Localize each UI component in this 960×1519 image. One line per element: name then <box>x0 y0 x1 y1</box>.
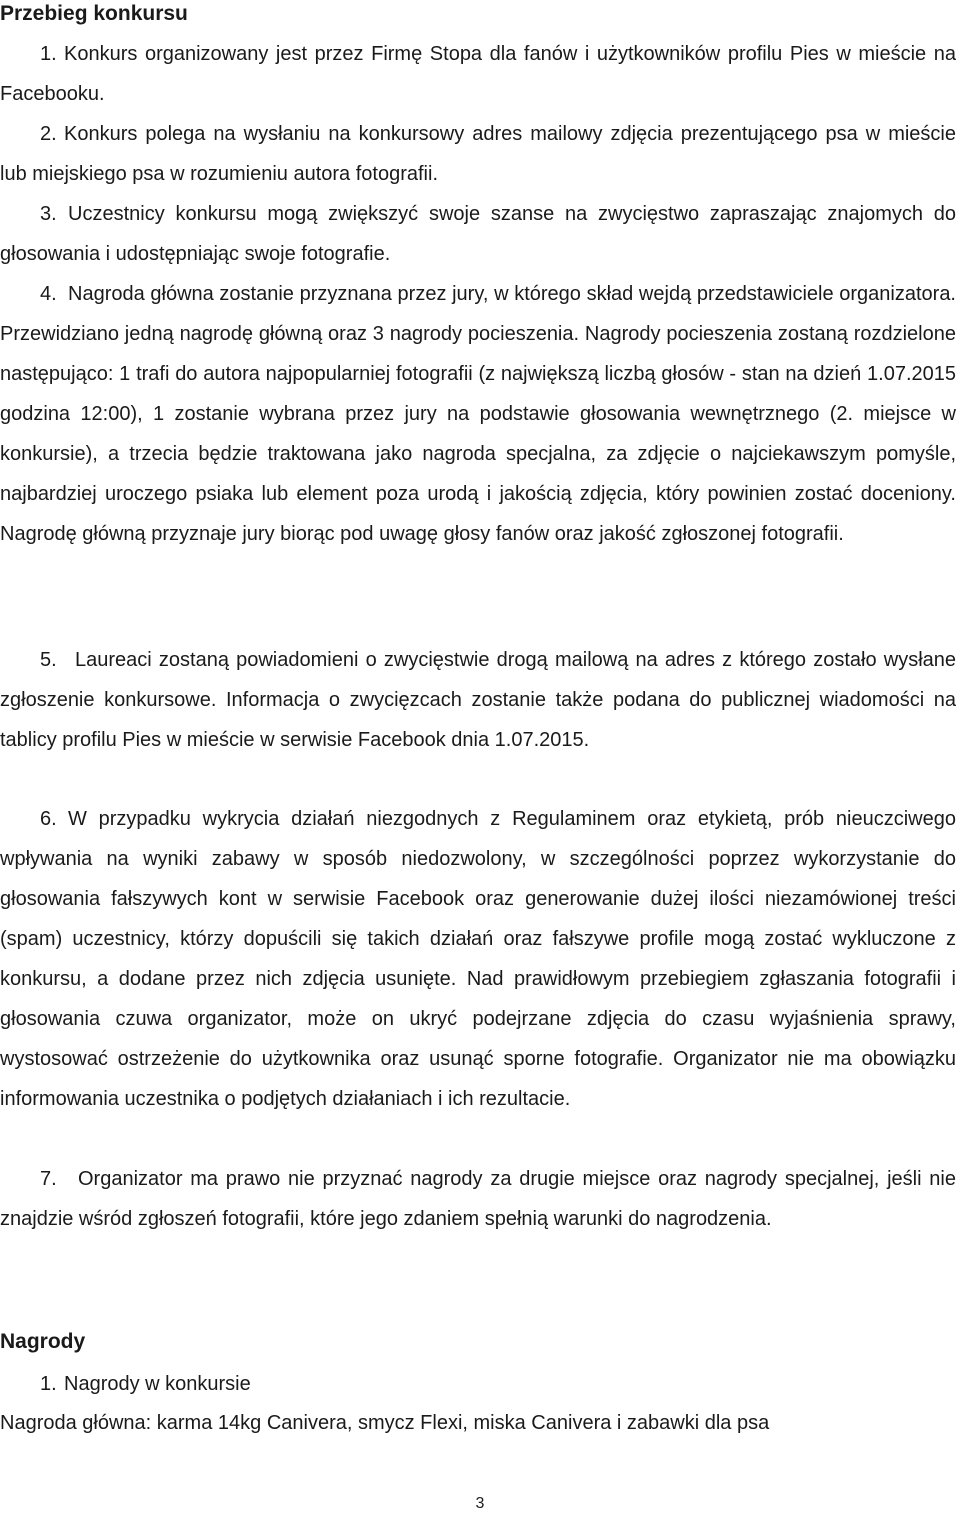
list-item <box>0 799 956 1119</box>
list-item-number: 2. <box>40 123 57 145</box>
list-item-number: 3. <box>40 203 57 225</box>
section-heading-przebieg: Przebieg konkursu <box>0 2 188 25</box>
list-item-number: 4. <box>40 283 57 305</box>
list-item <box>0 1159 956 1239</box>
list-item-text: Nagrody w konkursie <box>64 1373 251 1395</box>
list-item-number: 1. <box>40 1373 57 1395</box>
list-item <box>0 34 956 114</box>
list-item <box>0 640 956 760</box>
list-item-text: Organizator ma prawo nie przyznać nagrody za drugie miejsce oraz nagrody specjalnej, jeśli nie znajdzie wśród zgłoszeń fotografii, które jego zdaniem spełnią warunki do nagrodzenia. <box>0 1168 956 1230</box>
list-item-text: Nagroda główna zostanie przyznana przez jury, w którego skład wejdą przedstawiciele organizatora. Przewidziano jedną nagrodę główną oraz 3 nagrody pocieszenia. Nagrody pocieszenia zostaną rozdzielone następująco: 1 trafi do autora najpopularniej fotografii (z największą liczbą głosów - stan na dzień 1.07.2015 godzina 12:00), 1 zostanie wybrana przez jury na podstawie głosowania wewnętrznego (2. miejsce w konkursie), a trzecia będzie traktowana jako nagroda specjalna, za zdjęcie o najciekawszym pomyśle, najbardziej uroczego psiaka lub element poza urodą i jakością zdjęcia, który powinien zostać doceniony. Nagrodę główną przyznaje jury biorąc pod uwagę głosy fanów oraz jakość zgłoszonej fotografii. <box>0 283 956 545</box>
prize-list-item <box>0 1364 251 1404</box>
list-item <box>0 194 956 274</box>
list-item-text: Konkurs organizowany jest przez Firmę Stopa dla fanów i użytkowników profilu Pies w mieście na Facebooku. <box>0 43 956 105</box>
main-prize-text: Nagroda główna: karma 14kg Canivera, smycz Flexi, miska Canivera i zabawki dla psa <box>0 1412 770 1434</box>
page-number: 3 <box>475 1495 485 1512</box>
list-item <box>0 274 956 554</box>
list-item-number: 1. <box>40 43 57 65</box>
list-item <box>0 114 956 194</box>
list-item-text: Uczestnicy konkursu mogą zwiększyć swoje szanse na zwycięstwo zapraszając znajomych do głosowania i udostępniając swoje fotografie. <box>0 203 956 265</box>
list-item-number: 6. <box>40 808 57 830</box>
list-item-text: W przypadku wykrycia działań niezgodnych z Regulaminem oraz etykietą, prób nieuczciwego wpływania na wyniki zabawy w sposób niedozwolony, w szczególności poprzez wykorzystanie do głosowania fałszywych kont w serwisie Facebook oraz generowanie dużej ilości niezamówionej treści (spam) uczestnicy, którzy dopuścili się takich działań oraz fałszywe profile mogą zostać wykluczone z konkursu, a dodane przez nich zdjęcia usunięte. Nad prawidłowym przebiegiem zgłaszania fotografii i głosowania czuwa organizator, może on ukryć podejrzane zdjęcia do czasu wyjaśnienia sprawy, wystosować ostrzeżenie do użytkownika oraz usunąć sporne fotografie. Organizator nie ma obowiązku informowania uczestnika o podjętych działaniach i ich rezultacie. <box>0 808 956 1110</box>
list-item-text: Laureaci zostaną powiadomieni o zwycięstwie drogą mailową na adres z którego zostało wysłane zgłoszenie konkursowe. Informacja o zwycięzcach zostanie także podana do publicznej wiadomości na tablicy profilu Pies w mieście w serwisie Facebook dnia 1.07.2015. <box>0 649 956 751</box>
list-item-number: 5. <box>40 649 57 671</box>
list-item-text: Konkurs polega na wysłaniu na konkursowy adres mailowy zdjęcia prezentującego psa w mieście lub miejskiego psa w rozumieniu autora fotografii. <box>0 123 956 185</box>
section-heading-nagrody: Nagrody <box>0 1330 86 1353</box>
list-item-number: 7. <box>40 1168 57 1190</box>
